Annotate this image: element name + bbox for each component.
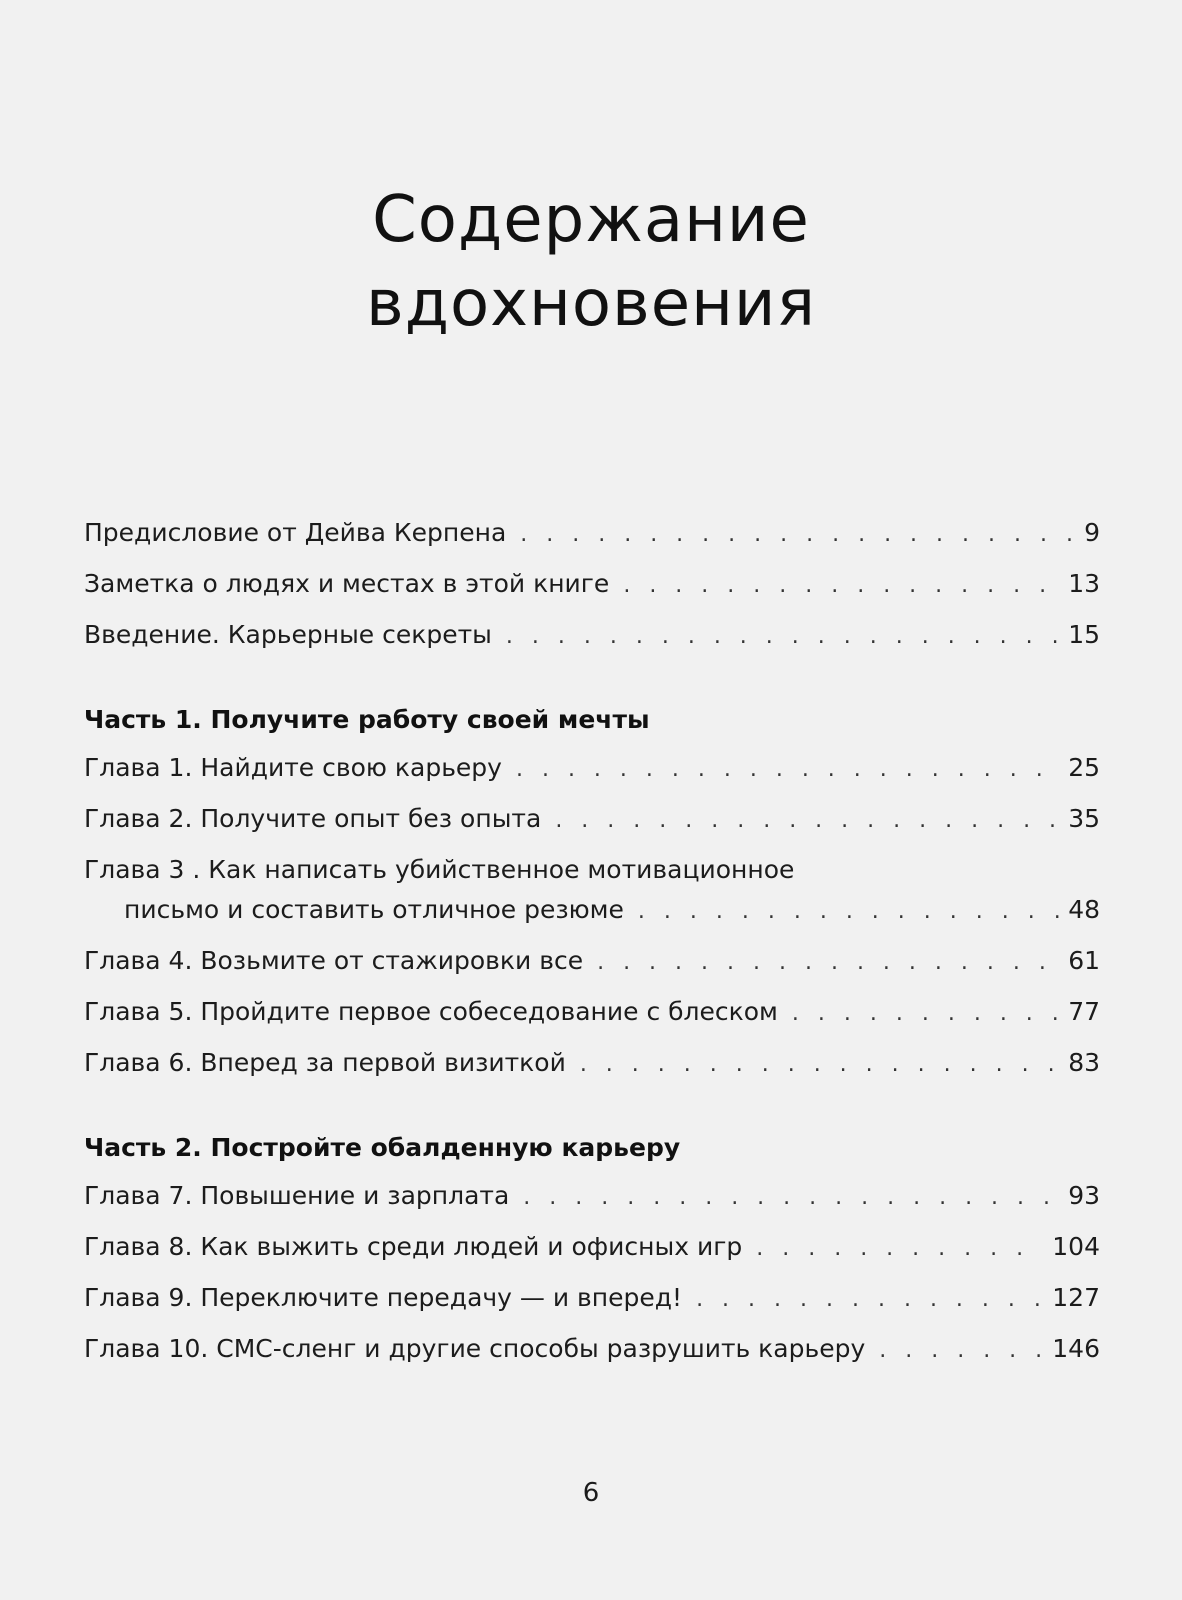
- toc-entry-label-continued: письмо и составить отличное резюме: [124, 895, 624, 924]
- toc-entry-note: [84, 569, 1100, 620]
- table-of-contents: [84, 518, 1100, 1385]
- dot-leader: [696, 1285, 1044, 1315]
- toc-entry-label: Глава 10. СМС-сленг и другие способы разрушить карьеру: [84, 1334, 866, 1363]
- dot-leader: [879, 1336, 1044, 1366]
- dot-leader: [638, 897, 1060, 927]
- toc-entry-label: Глава 9. Переключите передачу — и вперед!: [84, 1283, 683, 1312]
- dot-leader: [523, 1183, 1060, 1213]
- toc-entry-page: 104: [1052, 1232, 1100, 1261]
- toc-entry-page: 13: [1068, 569, 1100, 598]
- toc-entry-page: 25: [1068, 753, 1100, 782]
- toc-entry-introduction: [84, 620, 1100, 671]
- toc-entry-chapter-5: [84, 997, 1100, 1048]
- toc-entry-foreword: [84, 518, 1100, 569]
- toc-entry-chapter-2: [84, 804, 1100, 855]
- toc-entry-page: 9: [1084, 518, 1100, 547]
- toc-entry-label: Введение. Карьерные секреты: [84, 620, 492, 649]
- toc-entry-page: 93: [1068, 1181, 1100, 1210]
- toc-entry-label: Глава 4. Возьмите от стажировки все: [84, 946, 584, 975]
- toc-entry-label: Глава 5. Пройдите первое собеседование с блеском: [84, 997, 778, 1026]
- toc-entry-chapter-10: [84, 1334, 1100, 1385]
- toc-entry-continuation: [84, 895, 1100, 930]
- toc-entry-label: Глава 7. Повышение и зарплата: [84, 1181, 510, 1210]
- title-line-1: Содержание: [372, 183, 810, 257]
- dot-leader: [623, 571, 1060, 601]
- toc-entry-chapter-7: [84, 1181, 1100, 1232]
- toc-entry-label: Глава 2. Получите опыт без опыта: [84, 804, 542, 833]
- toc-entry-page: 83: [1068, 1048, 1100, 1077]
- toc-entry-page: 35: [1068, 804, 1100, 833]
- page-title: [0, 178, 1182, 346]
- part-heading-1: Часть 1. Получите работу своей мечты: [84, 705, 650, 734]
- toc-entry-label: Глава 8. Как выжить среди людей и офисных игр: [84, 1232, 743, 1261]
- toc-entry-label: Заметка о людях и местах в этой книге: [84, 569, 610, 598]
- toc-entry-page: 15: [1068, 620, 1100, 649]
- toc-entry-label: Предисловие от Дейва Керпена: [84, 518, 507, 547]
- toc-entry-chapter-9: [84, 1283, 1100, 1334]
- toc-entry-page: 61: [1068, 946, 1100, 975]
- toc-entry-chapter-6: [84, 1048, 1100, 1099]
- dot-leader: [756, 1234, 1044, 1264]
- toc-entry-page: 48: [1068, 895, 1100, 924]
- dot-leader: [506, 622, 1060, 652]
- toc-entry-label: Глава 1. Найдите свою карьеру: [84, 753, 502, 782]
- toc-entry-label: Глава 6. Вперед за первой визиткой: [84, 1048, 566, 1077]
- toc-entry-chapter-4: [84, 946, 1100, 997]
- page-number: 6: [582, 1478, 600, 1508]
- title-line-2: вдохновения: [365, 267, 817, 341]
- toc-entry-chapter-8: [84, 1232, 1100, 1283]
- toc-entry-label: Глава 3 . Как написать убийственное мотивационное: [84, 855, 795, 884]
- dot-leader: [597, 948, 1060, 978]
- part-heading-2: Часть 2. Постройте обалденную карьеру: [84, 1133, 681, 1162]
- toc-entry-page: 127: [1052, 1283, 1100, 1312]
- dot-leader: [580, 1050, 1060, 1080]
- toc-entry-page: 146: [1052, 1334, 1100, 1363]
- dot-leader: [792, 999, 1060, 1029]
- dot-leader: [516, 755, 1060, 785]
- toc-entry-chapter-3: [84, 855, 1100, 946]
- toc-entry-chapter-1: [84, 753, 1100, 804]
- dot-leader: [555, 806, 1060, 836]
- dot-leader: [520, 520, 1076, 550]
- toc-entry-page: 77: [1068, 997, 1100, 1026]
